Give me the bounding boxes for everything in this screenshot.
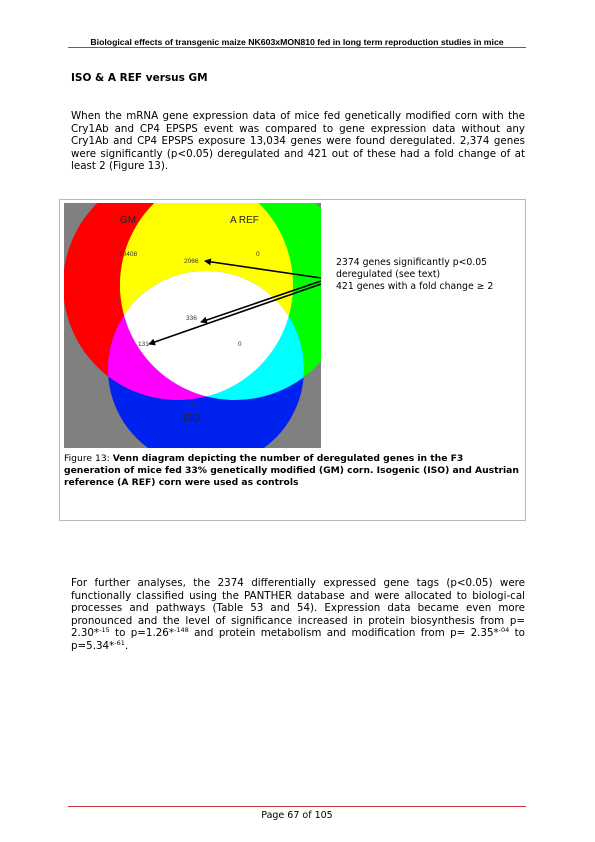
figure-note [336, 257, 493, 293]
venn-count-aref-only: 0 [256, 251, 260, 258]
header-rule [68, 47, 526, 48]
p2-text-b: to p=1.26* [109, 627, 174, 640]
running-header: Biological effects of transgenic maize NK603xMON810 fed in long term reproduction studies in mice [90, 37, 504, 47]
venn-label-iso: ISO [183, 413, 201, 424]
p2-text-d: to p=5.34* [71, 627, 525, 652]
footer-rule [68, 806, 526, 807]
section-heading: ISO & A REF versus GM [71, 72, 208, 84]
caption-text: Venn diagram depicting the number of deregulated genes in the F3 generation of mice fed 33% genetically modified (GM) corn. Isogenic (ISO) and Austrian reference (A REF) corn were used as controls [64, 453, 519, 489]
note-line-1: 2374 genes significantly p<0.05 [336, 257, 488, 268]
venn-count-all: 336 [186, 315, 197, 322]
figure-caption [64, 453, 519, 490]
p2-text-a: For further analyses, the 2374 differentially expressed gene tags (p<0.05) were functionally classified using the PANTHER database and were allocated to biologi-cal processes and pathways (Table 53 and 54). Expression data became even more pronounced and the level of significance increased in protein biosynthesis from p= 2.30* [71, 577, 525, 640]
venn-count-iso-only: 0 [191, 402, 195, 409]
venn-count-gm-aref: 2066 [184, 258, 199, 265]
note-line-3: 421 genes with a fold change ≥ 2 [336, 281, 494, 292]
venn-count-gm-only: 10408 [119, 251, 138, 258]
paragraph-gene-expression: When the mRNA gene expression data of mice fed genetically modified corn with the Cry1Ab and CP4 EPSPS event was compared to gene expression data without any Cry1Ab and CP4 EPSPS exposure 13,034 genes were found deregulated. 2,374 genes were significantly (p<0.05) deregulated and 421 out of these had a fold change of at least 2 (Figure 13). [71, 110, 525, 173]
venn-label-gm: GM [120, 215, 137, 226]
p2-exponent-2: -148 [173, 626, 189, 635]
p2-text-e: . [124, 639, 129, 652]
note-line-2: deregulated (see text) [336, 269, 441, 280]
caption-prefix: Figure 13: [64, 453, 113, 464]
p2-exponent-4: -61 [114, 638, 125, 647]
page-number: Page 67 of 105 [261, 810, 333, 821]
venn-count-gm-iso: 131 [138, 341, 149, 348]
p2-text-c: and protein metabolism and modification from p= 2.35* [188, 627, 499, 640]
p2-exponent-1: -15 [99, 626, 110, 635]
paragraph-panther-analysis [71, 577, 525, 653]
venn-count-aref-iso: 0 [238, 341, 242, 348]
p2-exponent-3: -04 [498, 626, 510, 635]
venn-label-aref: A REF [230, 215, 259, 226]
venn-diagram [64, 203, 321, 448]
